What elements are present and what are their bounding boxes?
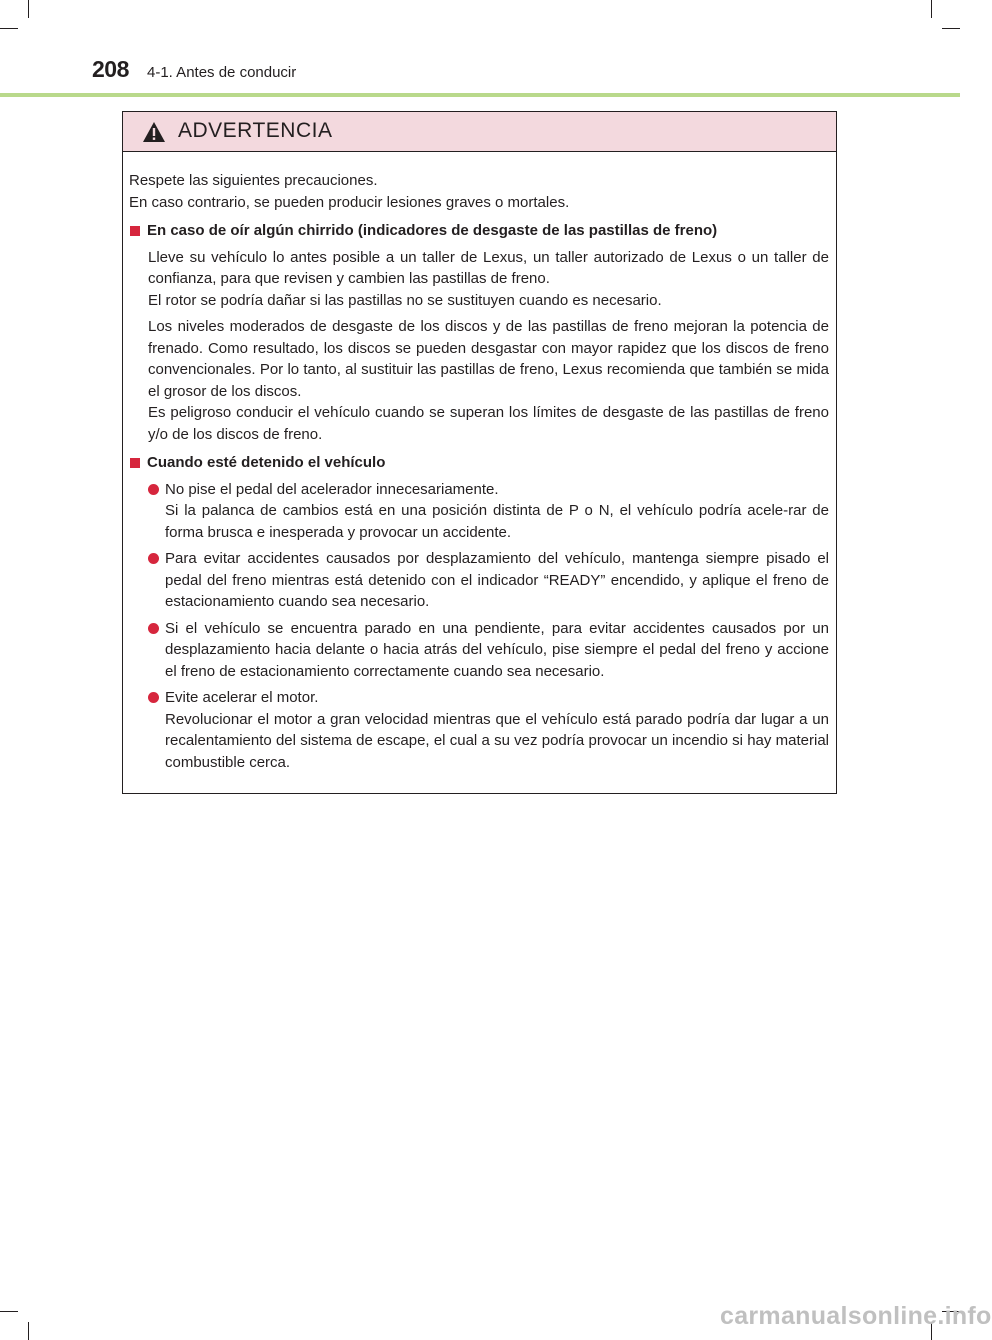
subsection-heading-text: Cuando esté detenido el vehículo bbox=[147, 454, 386, 471]
paragraph-line: El rotor se podría dañar si las pastillas no se sustituyen cuando es necesario. bbox=[148, 291, 662, 309]
intro-line: En caso contrario, se pueden producir lesiones graves o mortales. bbox=[129, 193, 570, 211]
section-title: 4-1. Antes de conducir bbox=[147, 64, 297, 81]
header-rule bbox=[0, 93, 960, 97]
warning-triangle-icon bbox=[142, 121, 166, 143]
warning-title: ADVERTENCIA bbox=[178, 119, 333, 142]
warning-box bbox=[122, 111, 837, 794]
warning-intro bbox=[129, 170, 829, 213]
paragraph bbox=[148, 316, 829, 445]
bullet-dot-icon bbox=[148, 553, 159, 564]
intro-line: Respete las siguientes precauciones. bbox=[129, 172, 378, 189]
paragraph-line: Los niveles moderados de desgaste de los discos y de las pastillas de freno mejoran la potencia de frenado. Como resultado, los discos se pueden desgastar con mayor rapidez que los discos de freno convencionales. Por lo tanto, al sustituir las pastillas de freno, Lexus recomienda que también se mida el grosor de los discos. bbox=[148, 318, 829, 400]
bullet-item bbox=[148, 618, 829, 683]
square-marker-icon bbox=[130, 458, 140, 468]
bullet-line: Si la palanca de cambios está en una posición distinta de P o N, el vehículo podría acele-rar de forma brusca e inesperada y provocar un accidente. bbox=[165, 502, 829, 541]
warning-body bbox=[129, 170, 829, 773]
subsection-heading bbox=[129, 220, 829, 242]
bullet-line: Para evitar accidentes causados por desplazamiento del vehículo, mantenga siempre pisado el pedal del freno mientras está detenido con el indicador “READY” encendido, y aplique el freno de estacionamiento cuando sea necesario. bbox=[165, 550, 829, 610]
bullet-line: Revolucionar el motor a gran velocidad mientras que el vehículo está parado podría dar lugar a un recalentamiento del sistema de escape, el cual a su vez podría provocar un incendio si hay material combustible cerca. bbox=[165, 710, 829, 771]
paragraph bbox=[148, 247, 829, 312]
crop-mark bbox=[0, 1311, 18, 1312]
page-number: 208 bbox=[92, 56, 129, 82]
paragraph-line: Lleve su vehículo lo antes posible a un taller de Lexus, un taller autorizado de Lexus o un taller de confianza, para que revisen y cambien las pastillas de freno. bbox=[148, 248, 829, 287]
bullet-item bbox=[148, 479, 829, 544]
bullet-item bbox=[148, 548, 829, 613]
page-header bbox=[0, 0, 960, 100]
crop-mark bbox=[28, 1322, 29, 1340]
subsection-heading bbox=[129, 452, 829, 474]
bullet-dot-icon bbox=[148, 623, 159, 634]
footer-watermark: carmanualsonline.info bbox=[720, 1302, 992, 1330]
warning-header bbox=[123, 112, 836, 152]
bullet-line: Evite acelerar el motor. bbox=[165, 689, 319, 706]
bullet-dot-icon bbox=[148, 484, 159, 495]
bullet-item bbox=[148, 687, 829, 773]
subsection-heading-text: En caso de oír algún chirrido (indicadores de desgaste de las pastillas de freno) bbox=[147, 222, 718, 239]
bullet-line: Si el vehículo se encuentra parado en una pendiente, para evitar accidentes causados por un desplazamiento hacia delante o hacia atrás del vehículo, pise siempre el pedal del freno y accione el freno de estacionamiento correctamente cuando sea necesario. bbox=[165, 619, 829, 680]
bullet-line: No pise el pedal del acelerador innecesariamente. bbox=[165, 480, 499, 498]
paragraph-line: Es peligroso conducir el vehículo cuando se superan los límites de desgaste de las pastillas de freno y/o de los discos de freno. bbox=[148, 404, 829, 443]
bullet-dot-icon bbox=[148, 692, 159, 703]
square-marker-icon bbox=[130, 226, 140, 236]
